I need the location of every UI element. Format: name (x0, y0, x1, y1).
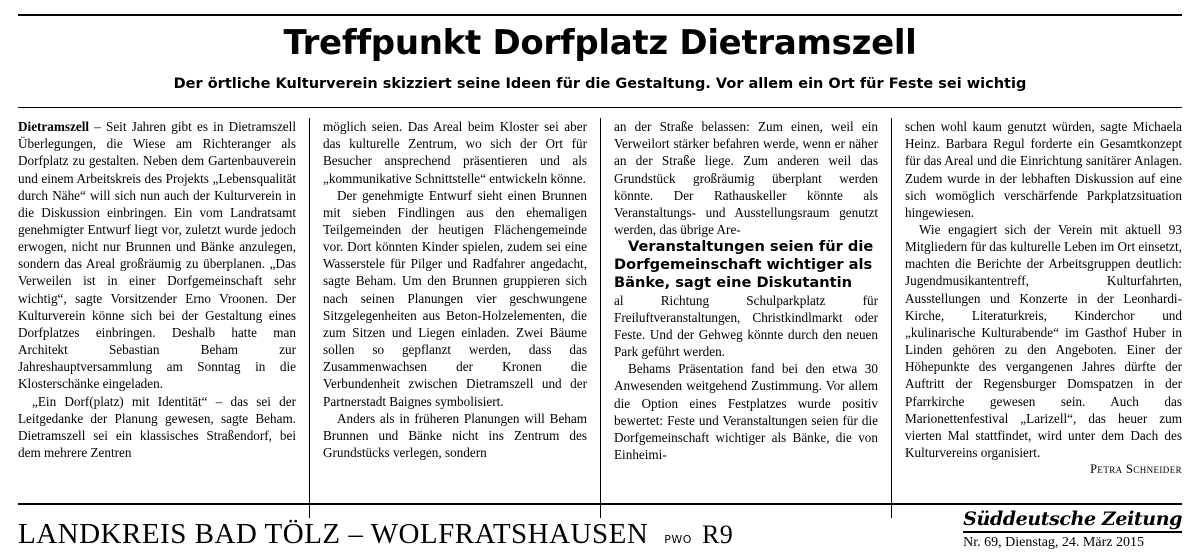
paragraph: Anders als in früheren Planungen will Beham Brunnen und Bänke nicht ins Zentrum des Grundstücks verlegen, sondern (323, 410, 587, 461)
paragraph: al Richtung Schulparkplatz für Freiluftveranstaltungen, Christkindlmarkt oder Feste. Und der Gehweg könnte durch den neuen Park geführt werden. (614, 292, 878, 360)
subheadline: Der örtliche Kulturverein skizziert seine Ideen für die Gestaltung. Vor allem ein Ort für Feste sei wichtig (173, 75, 1027, 92)
footer-rule (18, 503, 1182, 505)
issue-line: Nr. 69, Dienstag, 24. März 2015 (963, 534, 1144, 550)
paragraph (18, 118, 296, 393)
dateline: Dietramszell (18, 119, 90, 135)
paragraph-text: – Seit Jahren gibt es in Dietramszell Überlegungen, die Wiese am Richteranger als Dorfplatz zu gestalten. Neben dem Gartenbauverein und einem Arbeitskreis des Projekts „Lebensqualität durch Nähe“ will sich nun auch der Kulturverein in die Diskussion einbringen. Ein vom Landratsamt genehmigter Entwurf liegt vor, zuletzt wurde jedoch erwogen, nicht nur Brunnen und Bänke anzulegen, sondern das Areal großräumig zu überplanen. „Das Verweilen ist in einer Dorfgemeinschaft sehr wichtig“, sagte Vorsitzender Erno Vroonen. Der Kulturverein könne sich bei der Gestaltung eines Dorfplatzes einbringen. Deshalb hatte man Architekt Sebastian Beham zur Jahreshauptversammlung am Sonntag in die Klosterschänke eingeladen. (18, 119, 296, 392)
page-title: Treffpunkt Dorfplatz Dietramszell (283, 23, 917, 63)
article-column-2 (309, 118, 600, 518)
footer-page-number: R9 (701, 520, 734, 549)
column-subheading: Veranstaltungen seien für die Dorfgemeinschaft wichtiger als Bänke, sagt eine Diskutantin (614, 238, 874, 291)
footer-section-title: LANDKREIS BAD TÖLZ – WOLFRATSHAUSEN (18, 518, 649, 550)
masthead-logo: Süddeutsche Zeitung (963, 509, 1182, 533)
paragraph: möglich seien. Das Areal beim Kloster sei aber das kulturelle Zentrum, wo sich der Ort für Besucher ansprechend präsentieren und als „kommunikative Schnittstelle“ entwickeln könne. (323, 119, 587, 186)
article-columns (18, 118, 1182, 518)
paragraph: Wie engagiert sich der Verein mit aktuell 93 Mitgliedern für das kulturelle Leben im Ort einsetzt, machten die Berichte der Arbeitsgruppen deutlich: Jugendmusikantentreff, Kulturfahrten, Ausstellungen und Konzerte in der Leonhardi-Kirche, Literaturkreis, Kinderchor und „kulinarische Kulturabende“ im Gasthof Huber in Linden gehören zu den Angeboten. Einer der Höhepunkte des vergangenen Jahres dürfte der Auftritt der Regensburger Domspatzen in der Pfarrkirche gewesen sein. Auch das Marionettenfestival „Larizell“, das heuer zum vierten Mal stattfindet, wird unter dem Dach des Kulturvereins organisiert. (905, 222, 1182, 461)
paragraph: Der genehmigte Entwurf sieht einen Brunnen mit sieben Findlingen aus den ehemaligen Teilgemeinden der heutigen Flächengemeinde vor. Dort könnten Kinder spielen, zudem sei eine Wasserstele für Pilger und Radfahrer angedacht, sagte Beham. Um den Brunnen gruppieren sich nach seinen Planungen vier geschwungene Sitzgelegenheiten aus Beton-Holzelementen, die zum Sitzen und Liegen einladen. Zwei Bäume sollen so gepflanzt werden, dass das Zusammenwachsen der Kronen die Verbundenheit zwischen Dietramszell und der Partnerstadt Baignes symbolisiert. (323, 187, 587, 409)
footer-desk-code: PWO (664, 533, 692, 546)
paragraph: „Ein Dorf(platz) mit Identität“ – das sei der Leitgedanke der Planung gewesen, sagte Beham. Dietramszell sei ein klassisches Straßendorf, bei dem mehrere Zentren (18, 393, 296, 461)
paragraph: schen wohl kaum genutzt würden, sagte Michaela Heinz. Barbara Regul forderte ein Gesamtkonzept für das Areal und die Einrichtung sanitärer Anlagen. Zudem wurde in der lebhaften Diskussion auf eine sich womöglich verschärfende Parkplatzsituation hingewiesen. (905, 119, 1182, 220)
article-column-1 (18, 118, 309, 518)
article-column-4 (891, 118, 1182, 518)
byline: Petra Schneider (1090, 462, 1182, 477)
paragraph: an der Straße belassen: Zum einen, weil ein Verweilort stärker befahren werde, wenn er näher an der Straße liege. Zum anderen weil das Grundstück großräumig überplant werden könnte. Der Rathauskeller könnte als Veranstaltungs- und Ausstellungsraum genutzt werden, das übrige Are- (614, 119, 878, 238)
article-column-3 (600, 118, 891, 518)
subheadline-rule (18, 107, 1182, 108)
page-footer (18, 503, 1182, 550)
paragraph: Behams Präsentation fand bei den etwa 30 Anwesenden weitgehend Zustimmung. Vor allem die Option eines Festplatzes wurde positiv bewertet: Feste und Veranstaltungen seien für die Dorfgemeinschaft wichtiger als Bänke, die von Einheimi- (614, 361, 878, 462)
top-rule (18, 14, 1182, 16)
